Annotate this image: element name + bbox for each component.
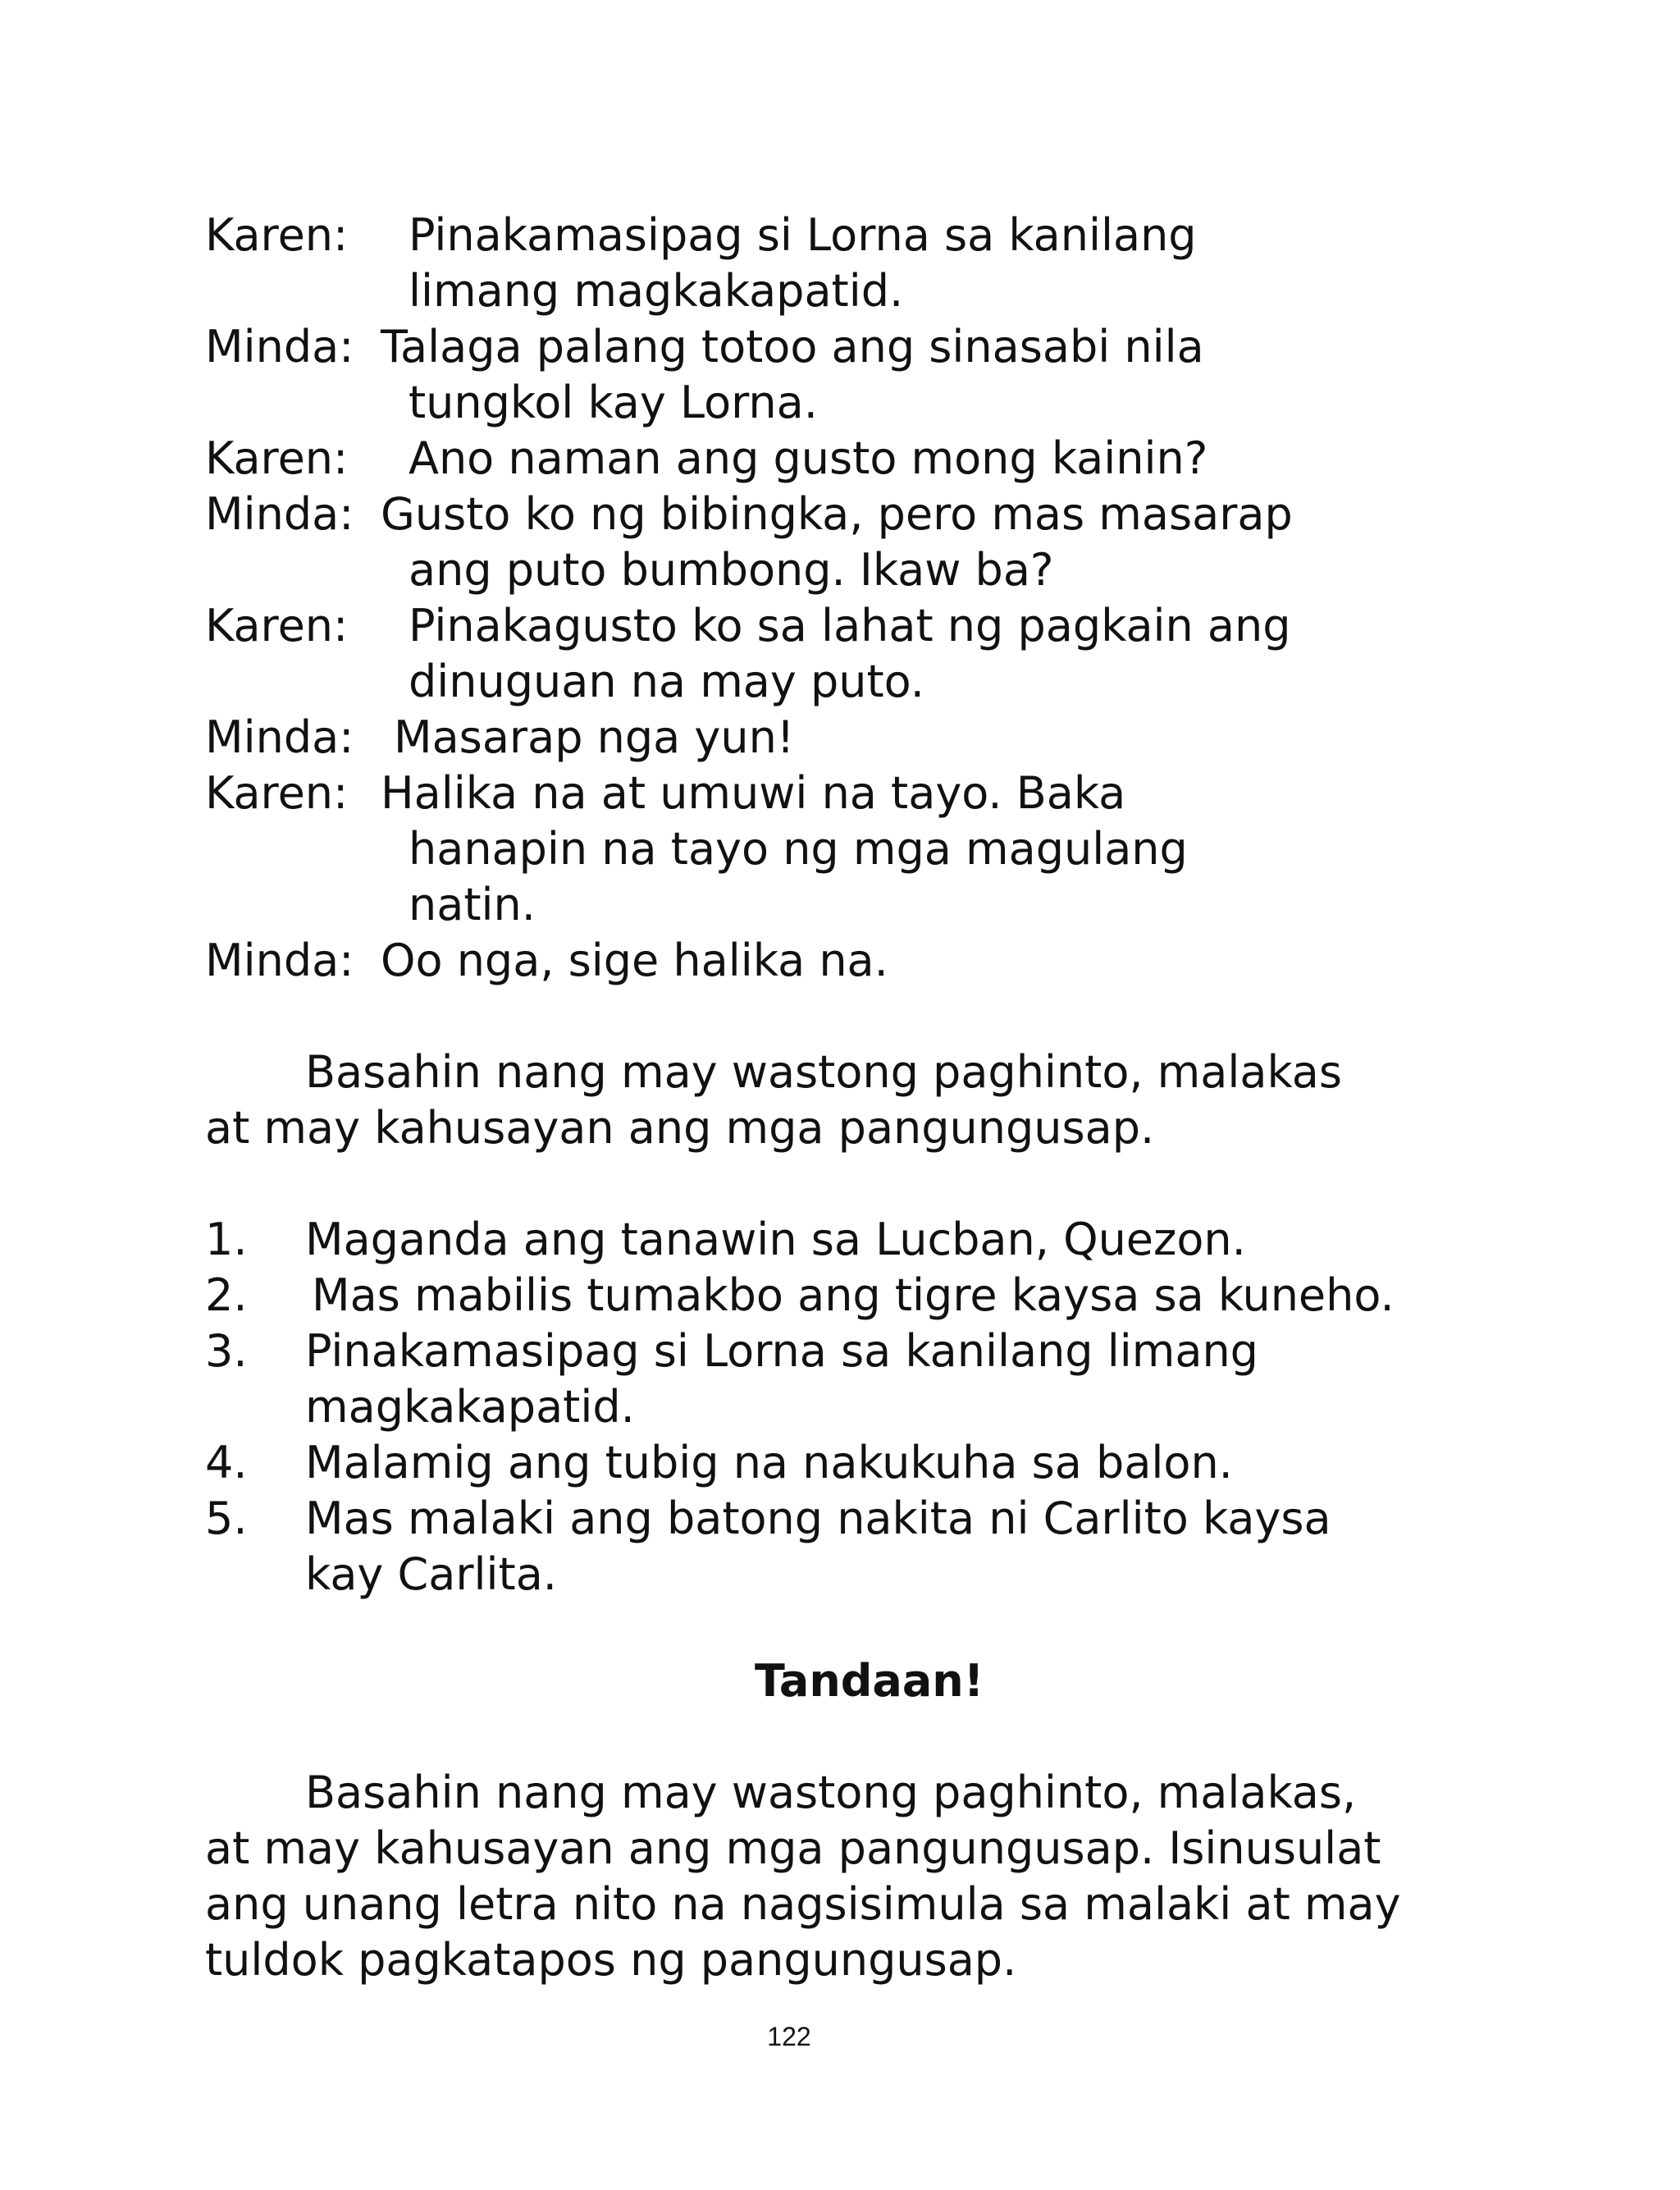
dialogue-speaker: Minda: <box>205 711 354 763</box>
list-number: 2. <box>205 1269 248 1321</box>
list-item: Malamig ang tubig na nakukuha sa balon. <box>305 1437 1233 1488</box>
dialogue-speaker: Minda: <box>205 935 354 986</box>
list-number: 1. <box>205 1214 248 1265</box>
page-number: 122 <box>767 2022 811 2051</box>
dialogue-speaker: Karen: <box>205 767 349 819</box>
list-item: Maganda ang tanawin sa Lucban, Quezon. <box>305 1214 1246 1265</box>
dialogue-speaker: Karen: <box>205 600 349 652</box>
dialogue-text: Talaga palang totoo ang sinasabi nila <box>381 321 1204 373</box>
list-item: kay Carlita. <box>305 1548 557 1600</box>
dialogue-text: Ano naman ang gusto mong kainin? <box>409 432 1208 484</box>
dialogue-speaker: Karen: <box>205 209 349 261</box>
list-item: Mas malaki ang batong nakita ni Carlito kaysa <box>305 1493 1331 1544</box>
dialogue-text: natin. <box>409 879 536 930</box>
dialogue-text: Pinakagusto ko sa lahat ng pagkain ang <box>409 600 1291 652</box>
dialogue-text: Oo nga, sige halika na. <box>381 935 888 986</box>
tandaan-line: Basahin nang may wastong paghinto, malakas, <box>305 1767 1357 1818</box>
list-item: Mas mabilis tumakbo ang tigre kaysa sa kuneho. <box>312 1269 1395 1321</box>
tandaan-line: tuldok pagkatapos ng pangungusap. <box>205 1934 1017 1986</box>
dialogue-text: dinuguan na may puto. <box>409 656 924 707</box>
dialogue-speaker: Minda: <box>205 488 354 540</box>
dialogue-text: ang puto bumbong. Ikaw ba? <box>409 544 1054 596</box>
dialogue-text: Halika na at umuwi na tayo. Baka <box>381 767 1126 819</box>
dialogue-text: Pinakamasipag si Lorna sa kanilang <box>409 209 1197 261</box>
list-number: 4. <box>205 1437 248 1488</box>
dialogue-text: Masarap nga yun! <box>394 711 795 763</box>
instruction-line: at may kahusayan ang mga pangungusap. <box>205 1102 1155 1154</box>
dialogue-text: Gusto ko ng bibingka, pero mas masarap <box>381 488 1293 540</box>
instruction-line: Basahin nang may wastong paghinto, malakas <box>305 1046 1343 1098</box>
list-item: Pinakamasipag si Lorna sa kanilang limang <box>305 1325 1258 1377</box>
dialogue-text: limang magkakapatid. <box>409 265 904 317</box>
dialogue-text: tungkol kay Lorna. <box>409 377 818 428</box>
tandaan-line: at may kahusayan ang mga pangungusap. Isinusulat <box>205 1822 1381 1874</box>
list-item: magkakapatid. <box>305 1381 635 1433</box>
list-number: 3. <box>205 1325 248 1377</box>
tandaan-line: ang unang letra nito na nagsisimula sa malaki at may <box>205 1878 1401 1930</box>
section-heading: Tandaan! <box>755 1655 984 1707</box>
dialogue-speaker: Minda: <box>205 321 354 373</box>
dialogue-speaker: Karen: <box>205 432 349 484</box>
dialogue-text: hanapin na tayo ng mga magulang <box>409 823 1188 875</box>
list-number: 5. <box>205 1493 248 1544</box>
